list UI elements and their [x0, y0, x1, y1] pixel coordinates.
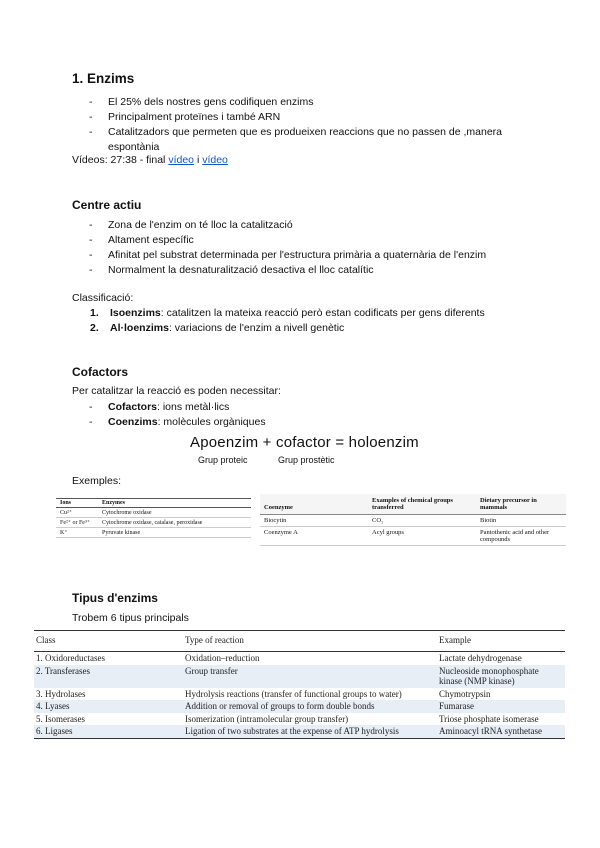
table-header: Dietary precursor in mammals [476, 494, 566, 515]
table-cell: Acyl groups [368, 527, 476, 546]
table-row [34, 665, 565, 688]
term-definition: : variacions de l'enzim a nivell genètic [168, 322, 345, 334]
examples-label: Exemples: [72, 475, 122, 487]
term-isoenzims: Isoenzims [110, 307, 161, 319]
list-item: - Normalment la desnaturalització desactiva el lloc catalític [87, 263, 557, 278]
list-number: 1. [90, 307, 99, 319]
cofactors-list [87, 400, 487, 430]
list-item: - Afinitat pel substrat determinada per l'estructura primària a quaternària de l'enzim [87, 248, 557, 263]
table-row [34, 700, 565, 713]
term-definition: : catalitzen la mateixa reacció però estan codificats per gens diferents [160, 307, 485, 319]
table-header: Examples of chemical groups transferred [368, 494, 476, 515]
table-row [34, 725, 565, 738]
table-row [260, 515, 566, 527]
equation-sub-cofactor: Grup prostètic [278, 455, 335, 465]
table-cell: Pantothenic acid and other compounds [476, 527, 566, 546]
table-row [56, 508, 251, 518]
table-cell: Biotin [476, 515, 566, 527]
list-item [90, 321, 550, 336]
table-cell: Hydrolysis reactions (transfer of functional groups to water) [185, 688, 402, 699]
table-cell: Aminoacyl tRNA synthetase [437, 725, 565, 738]
enzyme-classes-table [34, 630, 565, 739]
table-cell: Cytochrome oxidase [98, 508, 251, 518]
table-cell: 1. Oxidoreductases [36, 653, 105, 663]
table-cell: Cu²⁺ [56, 508, 98, 518]
holoenzim-equation: Apoenzim + cofactor = holoenzim [190, 434, 419, 451]
table-cell: Group transfer [183, 665, 437, 688]
term-aloenzims: Al·loenzims [110, 322, 169, 334]
table-cell: Coenzyme A [260, 527, 368, 546]
table-cell: K⁺ [56, 528, 98, 538]
table-cell: Triose phosphate isomerase [439, 713, 539, 724]
list-item [87, 400, 487, 415]
table-row [56, 528, 251, 538]
video-link-2[interactable]: vídeo [202, 154, 228, 166]
table-cell: Lactate dehydrogenase [439, 653, 522, 663]
coenzymes-table [260, 494, 566, 546]
ions-enzymes-table [56, 498, 251, 538]
table-row [34, 688, 565, 701]
table-cell: Biocytin [260, 515, 368, 527]
table-row [34, 652, 565, 665]
section-heading-centre-actiu: Centre actiu [72, 198, 142, 212]
table-header: Type of reaction [183, 631, 437, 652]
equation-sub-apoenzim: Grup proteic [198, 455, 248, 465]
videos-and: i [196, 154, 200, 166]
video-link-1[interactable]: vídeo [168, 154, 195, 166]
table-header: Class [34, 631, 183, 652]
table-header: Example [437, 631, 565, 652]
cofactors-intro: Per catalitzar la reacció es poden necessitar: [72, 385, 281, 397]
table-cell: 3. Hydrolases [36, 688, 86, 699]
table-cell: Pyruvate kinase [98, 528, 251, 538]
list-item: - El 25% dels nostres gens codifiquen enzims [87, 95, 547, 110]
table-cell: 4. Lyases [34, 700, 183, 713]
table-cell: Fe²⁺ or Fe³⁺ [56, 518, 98, 528]
term-definition: : molècules orgàniques [157, 416, 266, 428]
table-cell: Isomerization (intramolecular group transfer) [185, 713, 349, 724]
table-cell: Cytochrome oxidase, catalase, peroxidase [98, 518, 251, 528]
table-row [56, 518, 251, 528]
videos-line [72, 153, 228, 168]
table-row [34, 713, 565, 726]
table-header: Coenzyme [260, 494, 368, 515]
section-heading-cofactors: Cofactors [72, 365, 129, 379]
table-cell: CO₂ [368, 515, 476, 527]
table-cell: Nucleoside monophosphate kinase (NMP kinase) [437, 665, 565, 688]
classificacio-label: Classificació: [72, 292, 134, 304]
table-cell: 2. Transferases [34, 665, 183, 688]
list-item: - Zona de l'enzim on té lloc la catalització [87, 218, 557, 233]
list-item [87, 415, 487, 430]
table-header: Enzymes [98, 499, 251, 508]
table-cell: 5. Isomerases [36, 713, 85, 724]
term-definition: : ions metàl·lics [157, 401, 230, 413]
classificacio-list [90, 306, 550, 336]
table-cell: Fumarase [437, 700, 565, 713]
table-cell: 6. Ligases [34, 725, 183, 738]
table-header: Ions [56, 499, 98, 508]
term-coenzims: Coenzims [108, 416, 158, 428]
table-row [260, 527, 566, 546]
list-number: 2. [90, 322, 99, 334]
list-item: - Catalitzadors que permeten que es produeixen reaccions que no passen de ,manera espontània [87, 125, 547, 155]
section-heading-enzims: 1. Enzims [72, 71, 135, 86]
table-cell: Chymotrypsin [439, 688, 491, 699]
table-cell: Addition or removal of groups to form double bonds [183, 700, 437, 713]
tipus-intro: Trobem 6 tipus principals [72, 612, 189, 624]
centre-actiu-bullet-list [87, 218, 557, 278]
list-item: - Altament específic [87, 233, 557, 248]
videos-text: Vídeos: 27:38 - final [72, 154, 166, 166]
enzims-bullet-list [87, 95, 547, 155]
list-item [90, 306, 550, 321]
section-heading-tipus: Tipus d'enzims [72, 591, 158, 605]
list-item: - Principalment proteïnes i també ARN [87, 110, 547, 125]
table-cell: Ligation of two substrates at the expense of ATP hydrolysis [183, 725, 437, 738]
table-cell: Oxidation–reduction [185, 653, 260, 663]
term-cofactors: Cofactors [108, 401, 158, 413]
